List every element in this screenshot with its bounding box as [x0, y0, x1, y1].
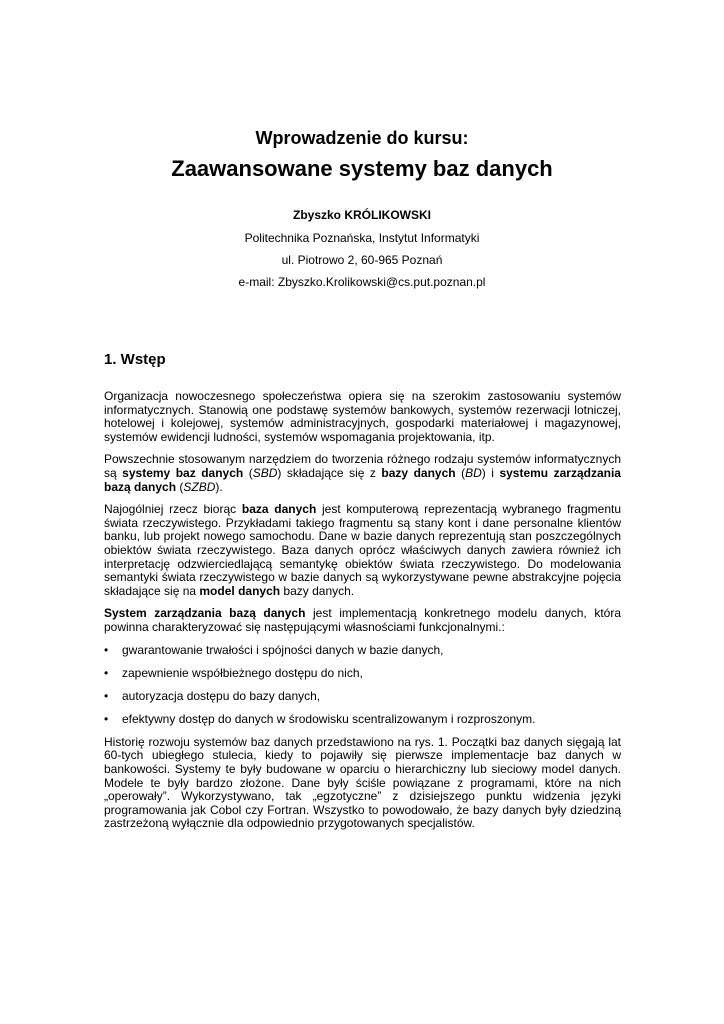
paragraph-4: System zarządzania bazą danych jest implementacją konkretnego modelu danych, która powinna charakteryzować się następującymi własnościami funkcjonalnymi.: — [104, 606, 622, 634]
bullet-icon: • — [104, 665, 109, 680]
list-item: • gwarantowanie trwałości i spójności danych w bazie danych, — [104, 642, 444, 657]
paragraph-3: Najogólniej rzecz biorąc baza danych jest komputerową reprezentacją wybranego fragmentu świata rzeczywistego. Przykładami takiego fragmentu są stany kont i dane personalne klientów banku, lub projekt nowego samochodu. Dane w bazie danych reprezentują stan poszczególnych obiektów świata rzeczywistego. Baza danych oprócz właściwych danych zawiera również ich interpretację odzwierciedlającą semantykę obiektów świata rzeczywistego. Do modelowania semantyki świata rzeczywistego w bazie danych są wykorzystywane pewne abstrakcyjne pojęcia składające się na model danych bazy danych. — [104, 502, 621, 598]
paragraph-5: Historię rozwoju systemów baz danych przedstawiono na rys. 1. Początki baz danych sięgają lat 60-tych ubiegłego stulecia, kiedy to pojawiły się pierwsze implementacje baz danych w bankowości. Systemy te były budowane w oparciu o hierarchiczny lub sieciowy model danych. Modele te były bardzo złożone. Dane były ściśle powiązane z programami, które na nich „operowały”. Wykorzystywano, tak „egzotyczne” z dzisiejszego punktu widzenia języki programowania jak Cobol czy Fortran. Wszystko to powodowało, że bazy danych były dziedziną zastrzeżoną wyłącznie dla odpowiednio przygotowanych specjalistów. — [104, 734, 621, 831]
list-item: • autoryzacja dostępu do bazy danych, — [104, 688, 321, 703]
section-heading: 1. Wstęp — [104, 351, 166, 368]
author-email: e-mail: Zbyszko.Krolikowski@cs.put.poznan.pl — [238, 275, 486, 289]
list-item: • zapewnienie współbieżnego dostępu do nich, — [104, 665, 363, 680]
bullet-icon: • — [104, 688, 109, 703]
author-affiliation: Politechnika Poznańska, Instytut Informatyki — [244, 231, 480, 245]
paragraph-2: Powszechnie stosowanym narzędziem do tworzenia różnego rodzaju systemów informatycznych są systemy baz danych (SBD) składające się z bazy danych (BD) i systemu zarządzania bazą danych (SZBD). — [104, 452, 621, 494]
author-name: Zbyszko KRÓLIKOWSKI — [292, 208, 431, 222]
bullet-icon: • — [104, 711, 109, 726]
list-item: • efektywny dostęp do danych w środowisku scentralizowanym i rozproszonym. — [104, 711, 536, 726]
paragraph-1: Organizacja nowoczesnego społeczeństwa opiera się na szerokim zastosowaniu systemów informatycznych. Stanowią one podstawę systemów bankowych, systemów rezerwacji lotniczej, hotelowej i kolejowej, systemów administracyjnych, gospodarki materiałowej i magazynowej, systemów ewidencji ludności, systemów wspomagania projektowania, itp. — [104, 389, 621, 444]
section-body — [104, 390, 621, 840]
document-subtitle: Wprowadzenie do kursu: — [255, 128, 469, 148]
feature-list — [104, 644, 621, 727]
bullet-icon: • — [104, 642, 109, 657]
author-address: ul. Piotrowo 2, 60-965 Poznań — [281, 253, 443, 267]
document-title: Zaawansowane systemy baz danych — [171, 156, 553, 181]
